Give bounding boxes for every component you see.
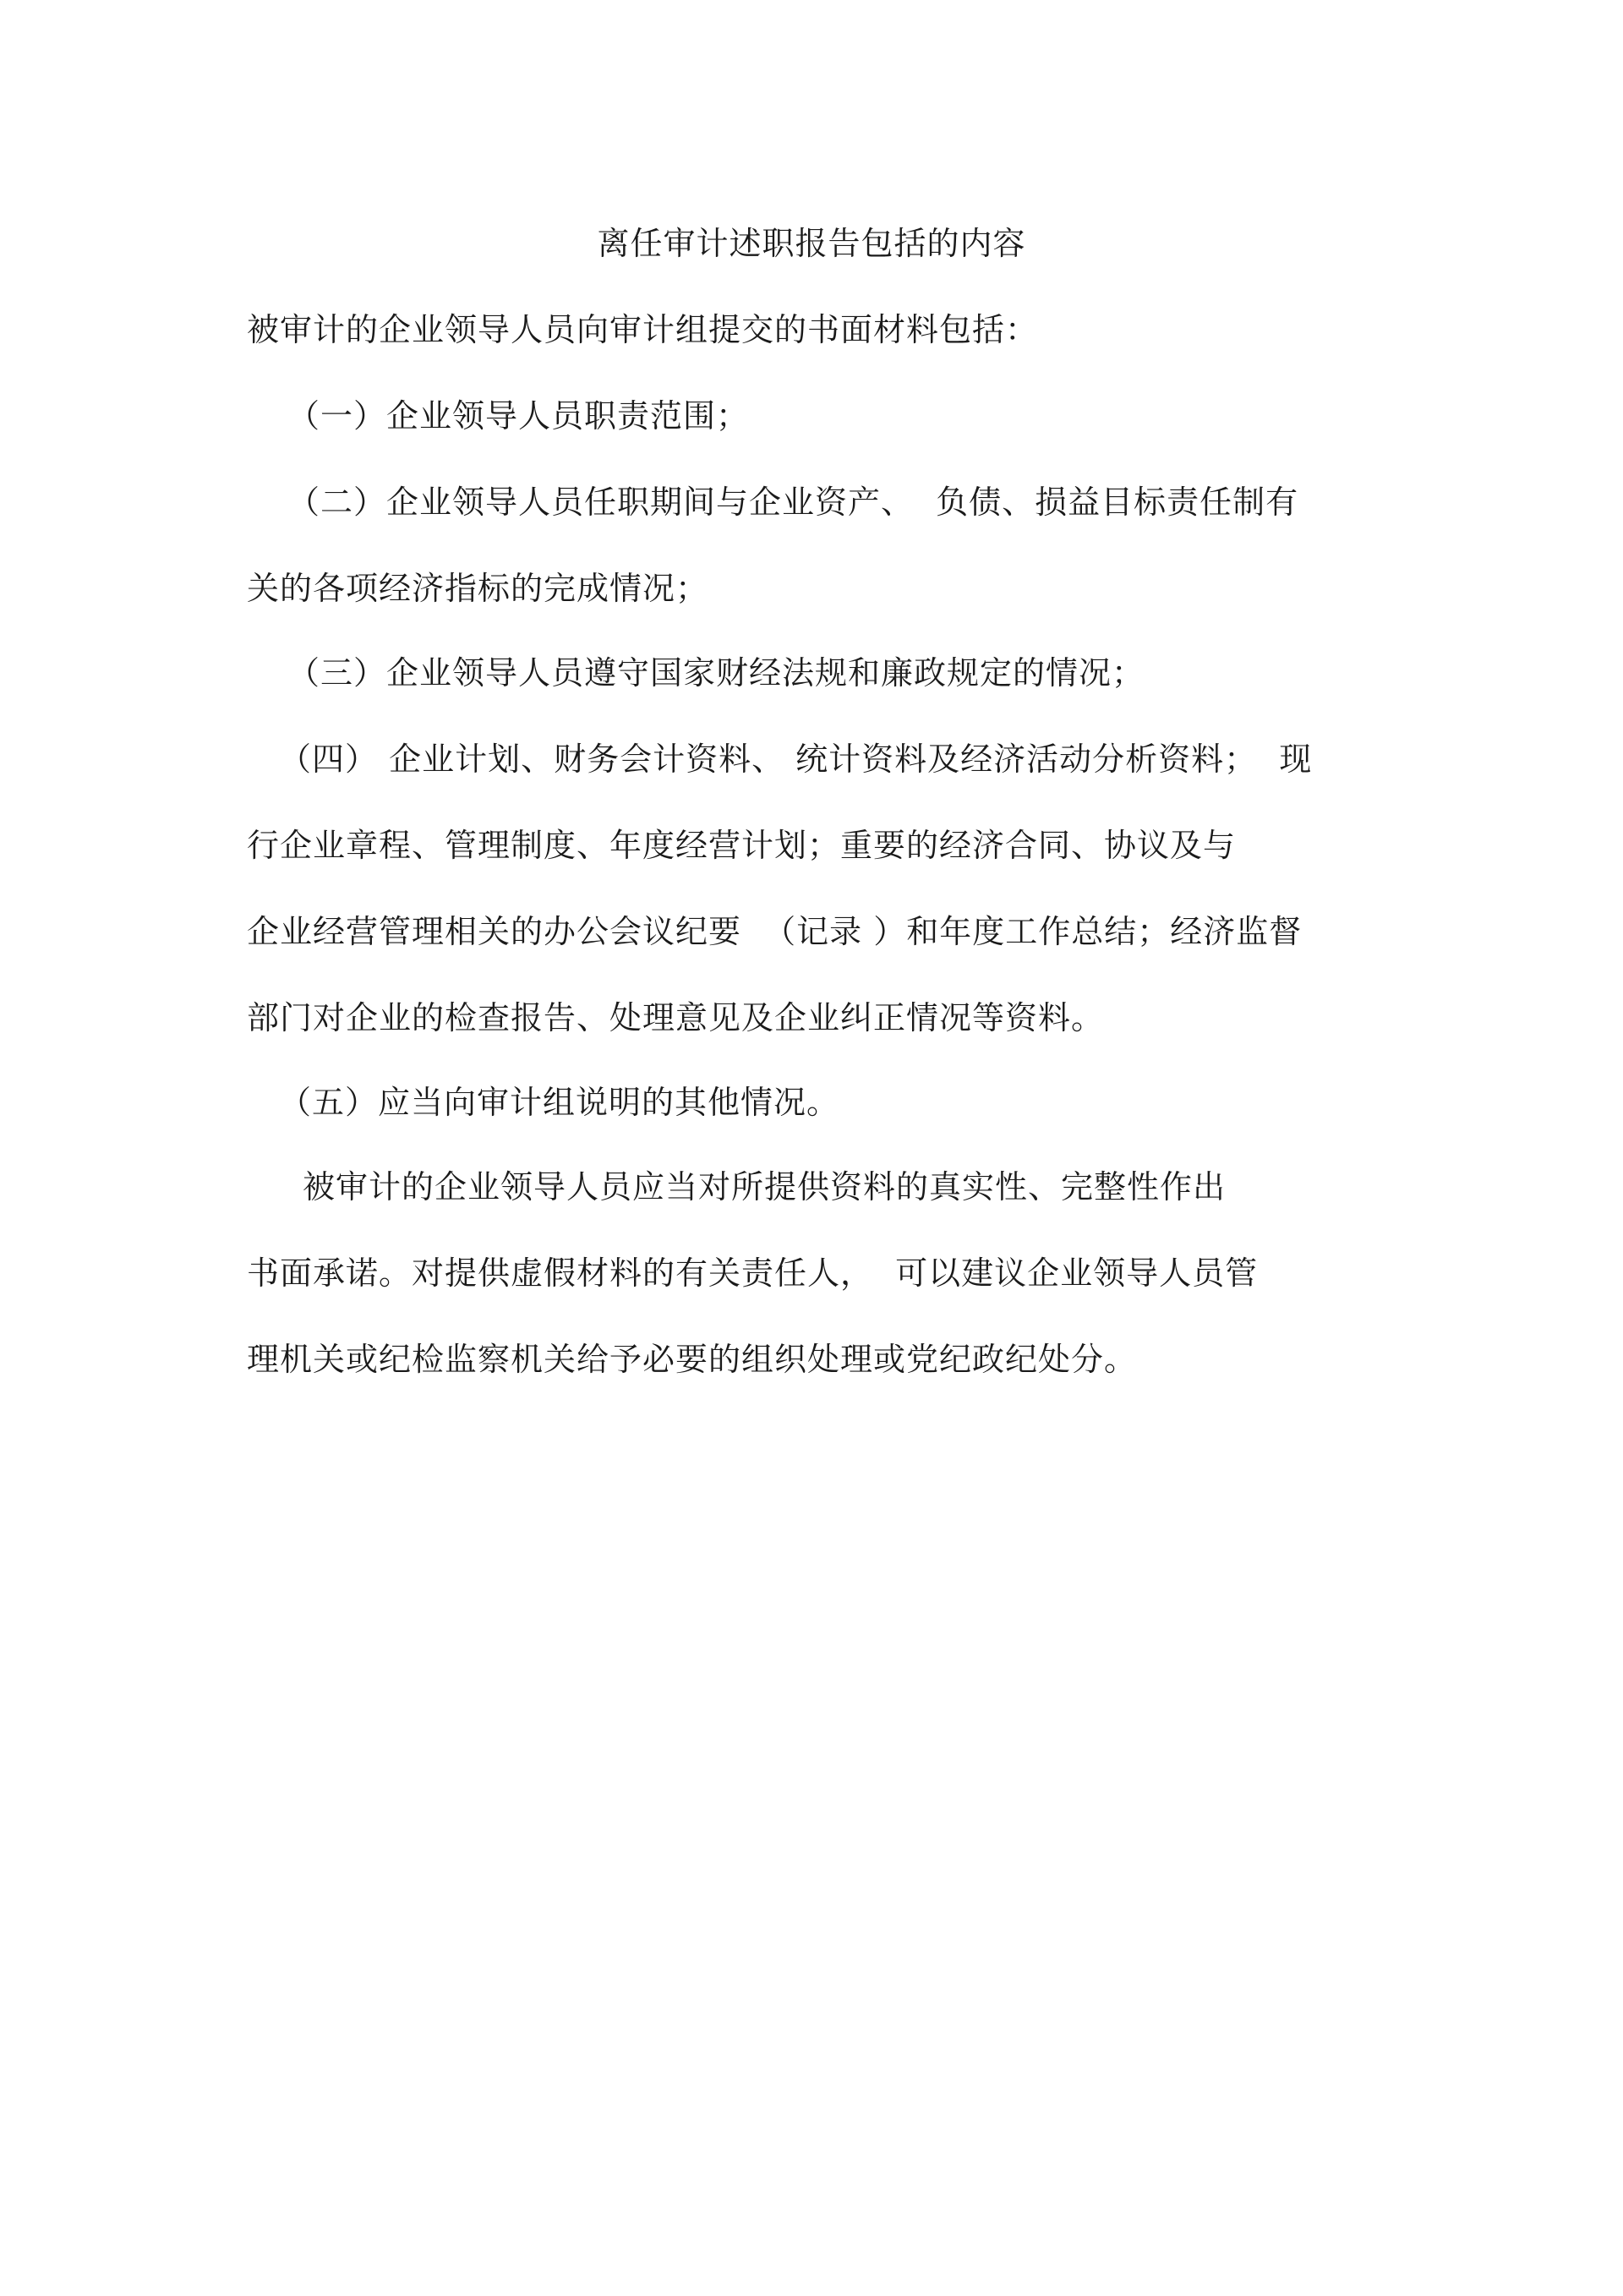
closing-line-3: 理机关或纪检监察机关给予必要的组织处理或党纪政纪处分。 (247, 1341, 1138, 1378)
closing-line-1: 被审计的企业领导人员应当对所提供资料的真实性、完整性作出 (303, 1168, 1227, 1205)
item-4-line-3: 企业经营管理相关的办公会议纪要 （记录 ）和年度工作总结；经济监督 (247, 913, 1303, 950)
item-3: （三）企业领导人员遵守国家财经法规和廉政规定的情况； (287, 654, 1145, 692)
item-2-line-2: 关的各项经济指标的完成情况； (247, 570, 709, 607)
item-2-line-1: （二）企业领导人员任职期间与企业资产、 负债、损益目标责任制有 (287, 484, 1299, 521)
document-title: 离任审计述职报告包括的内容 (597, 225, 1026, 262)
item-5: （五）应当向审计组说明的其他情况。 (279, 1084, 840, 1121)
item-1: （一）企业领导人员职责范围； (287, 397, 750, 435)
item-4-line-1: （四） 企业计划、财务会计资料、 统计资料及经济活动分析资料； 现 (279, 741, 1313, 778)
item-4-line-4: 部门对企业的检查报告、处理意见及企业纠正情况等资料。 (247, 999, 1105, 1036)
closing-line-2: 书面承诺。对提供虚假材料的有关责任人， 可以建议企业领导人员管 (247, 1255, 1259, 1292)
intro-paragraph: 被审计的企业领导人员向审计组提交的书面材料包括： (247, 311, 1039, 348)
item-4-line-2: 行企业章程、管理制度、年度经营计划；重要的经济合同、协议及与 (247, 827, 1237, 864)
